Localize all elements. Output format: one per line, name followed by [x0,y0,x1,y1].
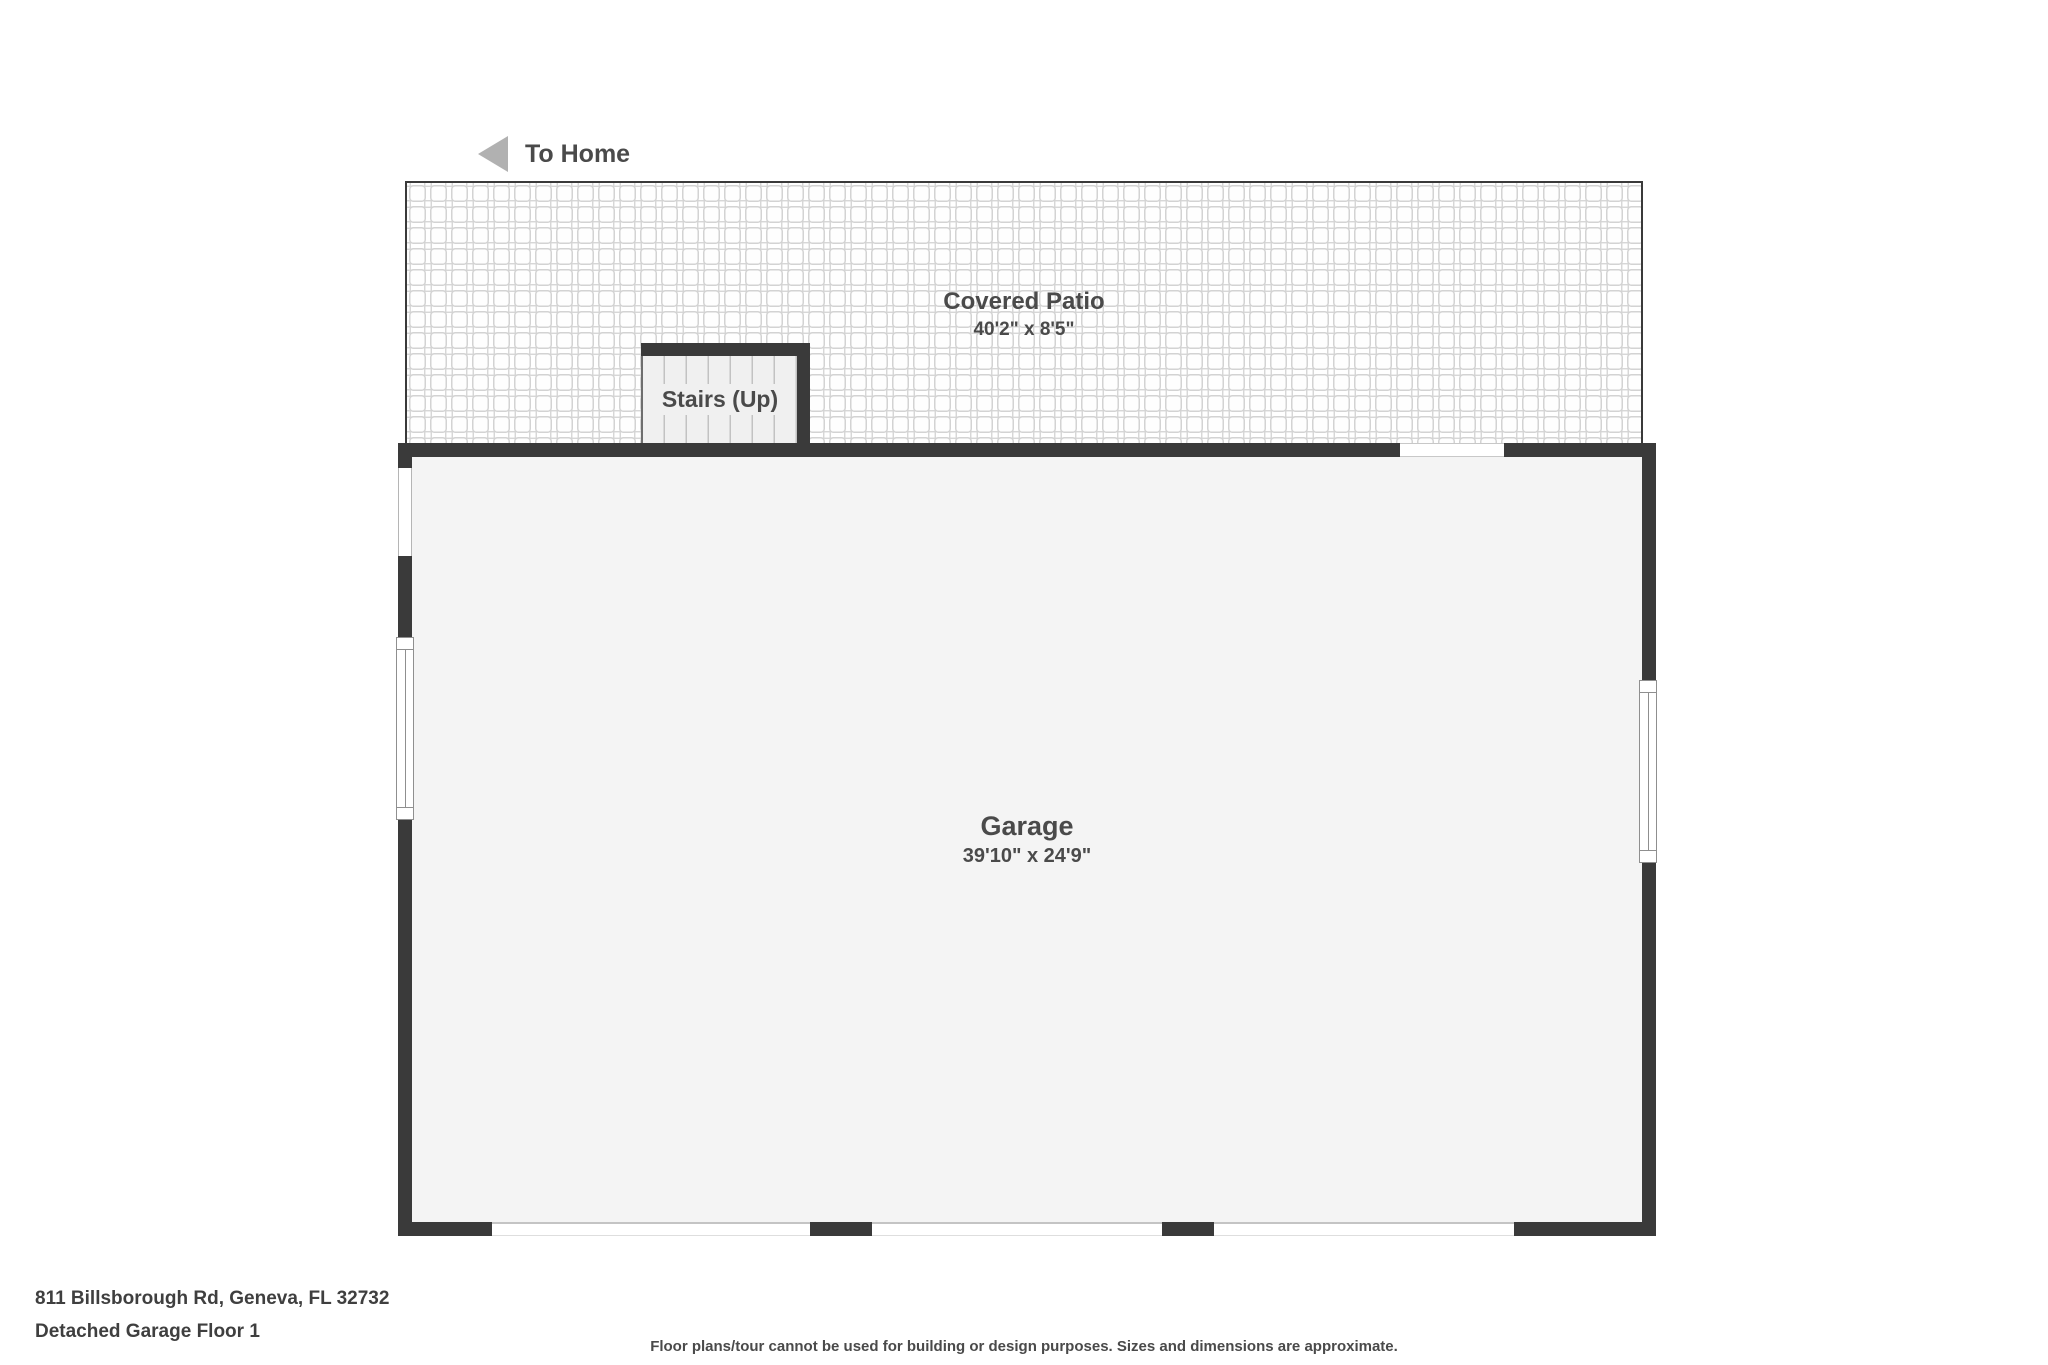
window-pane-line [405,650,406,807]
to-home-arrow-icon [478,136,508,172]
garage-label: Garage [980,811,1074,841]
stairs-room [641,343,810,443]
disclaimer-text: Floor plans/tour cannot be used for building or design purposes. Sizes and dimensions are approximate. [650,1338,1398,1355]
stairs-treads [641,356,797,443]
window-pane-line [1648,693,1649,850]
covered-patio-room [405,181,1643,445]
patio-tile-pattern [407,183,1641,445]
covered-patio-dimensions: 40'2" x 8'5" [973,318,1075,340]
garage-door-opening-2 [872,1222,1162,1236]
floor-title: Detached Garage Floor 1 [35,1321,260,1342]
garage-dimensions: 39'10" x 24'9" [962,845,1092,867]
stairs-label: Stairs (Up) [657,384,783,415]
window-sill-line [1640,850,1656,851]
window-left [396,637,414,820]
window-sill-line [397,807,413,808]
to-home-button[interactable] [478,136,630,172]
stairs-top-wall [641,343,810,356]
garage-room [398,443,1656,1236]
garage-side-door-opening [398,468,412,556]
covered-patio-label: Covered Patio [943,287,1105,315]
patio-to-garage-door-opening [1400,443,1504,457]
to-home-label: To Home [525,139,631,168]
window-right [1639,680,1657,863]
property-address: 811 Billsborough Rd, Geneva, FL 32732 [35,1288,390,1309]
stairs-right-wall [797,343,810,443]
garage-door-opening-3 [1214,1222,1514,1236]
garage-door-opening-1 [492,1222,810,1236]
